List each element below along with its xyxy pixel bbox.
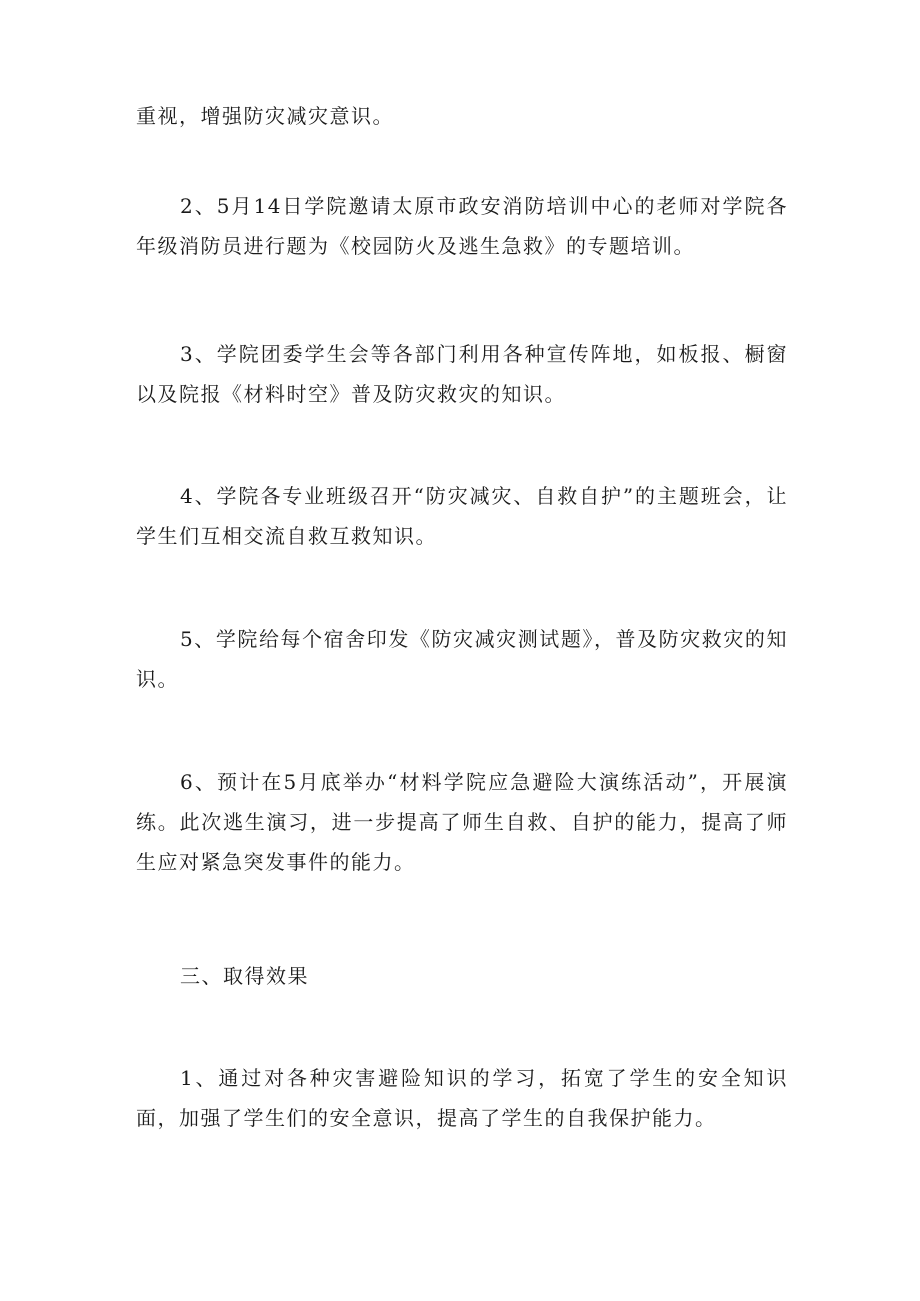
paragraph-continuation: 重视，增强防灾减灾意识。 <box>136 104 394 128</box>
paragraph-item-2: 2、5月14日学院邀请太原市政安消防培训中心的老师对学院各年级消防员进行题为《校园防火及逃生急救》的专题培训。 <box>136 194 788 258</box>
paragraph-item-5: 5、学院给每个宿舍印发《防灾减灾测试题》，普及防灾救灾的知识。 <box>136 627 788 691</box>
paragraph-item-4: 4、学院各专业班级召开“防灾减灾、自救自护”的主题班会，让学生们互相交流自救互救知识。 <box>136 484 788 548</box>
paragraph-item-3: 3、学院团委学生会等各部门利用各种宣传阵地，如板报、橱窗以及院报《材料时空》普及防灾救灾的知识。 <box>136 342 788 406</box>
paragraph-item-6: 6、预计在5月底举办“材料学院应急避险大演练活动”，开展演练。此次逃生演习，进一步提高了师生自救、自护的能力，提高了师生应对紧急突发事件的能力。 <box>136 770 788 874</box>
result-item-1: 1、通过对各种灾害避险知识的学习，拓宽了学生的安全知识面，加强了学生们的安全意识，提高了学生的自我保护能力。 <box>136 1066 788 1130</box>
section-heading: 三、取得效果 <box>180 964 309 988</box>
